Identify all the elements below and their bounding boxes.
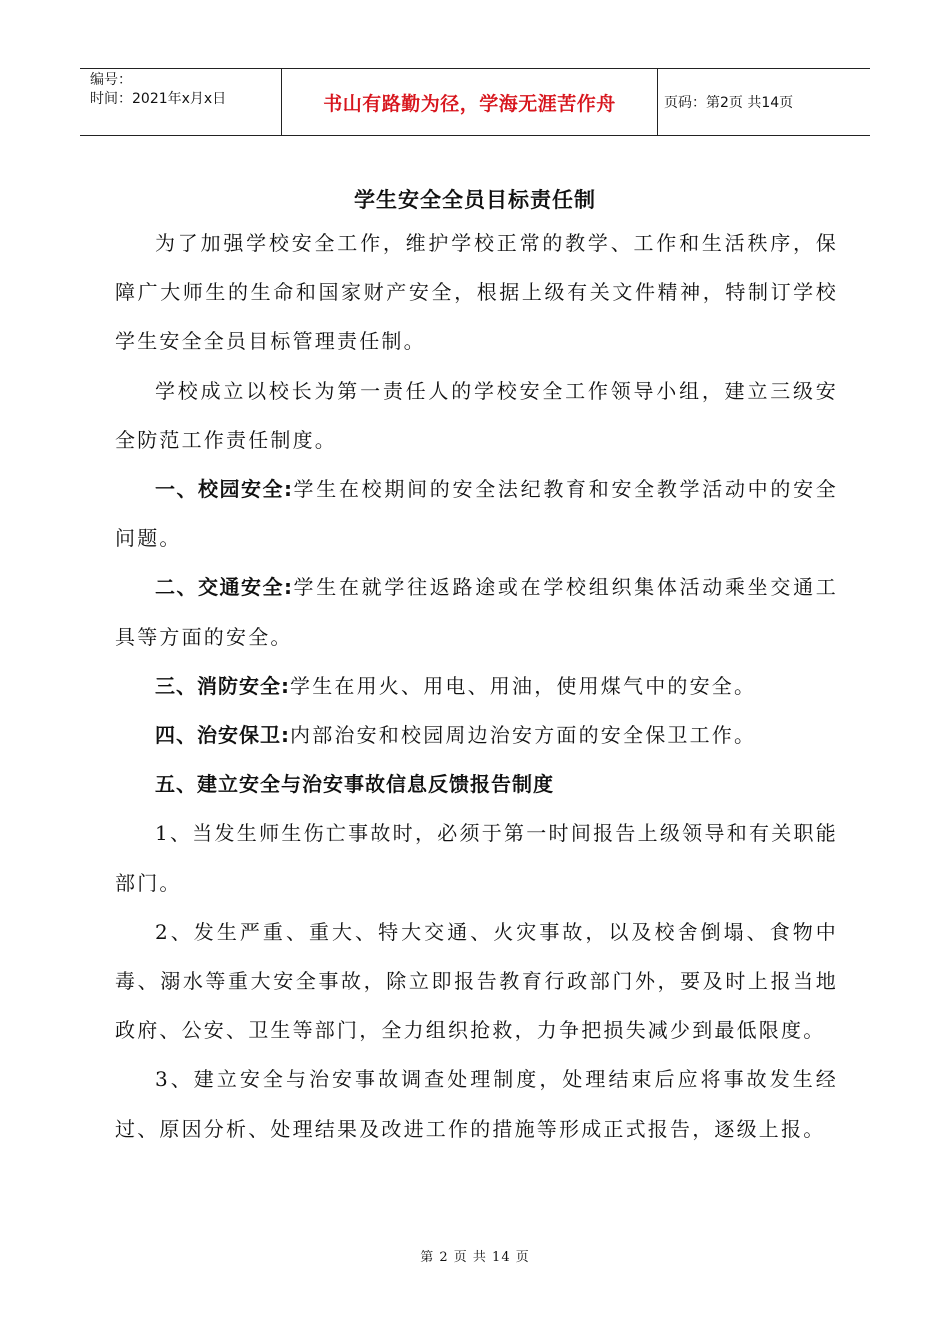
paragraph-item-3 — [115, 1055, 838, 1153]
paragraph-leadership — [115, 367, 838, 465]
paragraph-fire-safety — [115, 662, 838, 711]
page-footer: 第 2 页 共 14 页 — [420, 1250, 530, 1265]
header-page-info: 页码：第2页 共14页 — [664, 95, 794, 111]
document-header — [80, 68, 870, 136]
paragraph-intro — [115, 219, 838, 367]
paragraph-text: 学生在就学往返路途或在学校组织集体活动乘坐交通工具等方面的安全。 — [115, 575, 838, 649]
paragraph-text: 3、建立安全与治安事故调查处理制度，处理结束后应将事故发生经过、原因分析、处理结果及改进工作的措施等形成正式报告，逐级上报。 — [115, 1067, 838, 1141]
section-heading: 二、交通安全: — [155, 575, 294, 600]
paragraph-item-2 — [115, 908, 838, 1056]
paragraph-item-1 — [115, 809, 838, 907]
paragraph-reporting-heading — [115, 760, 838, 809]
header-motto: 书山有路勤为径，学海无涯苦作舟 — [282, 69, 658, 135]
paragraph-text: 学校成立以校长为第一责任人的学校安全工作领导小组，建立三级安全防范工作责任制度。 — [115, 378, 838, 452]
paragraph-text: 2、发生严重、重大、特大交通、火灾事故，以及校舍倒塌、食物中毒、溺水等重大安全事故，除立即报告教育行政部门外，要及时上报当地政府、公安、卫生等部门，全力组织抢救，力争把损失减少到最低限度。 — [115, 919, 838, 1043]
paragraph-text: 学生在校期间的安全法纪教育和安全教学活动中的安全问题。 — [115, 477, 838, 551]
paragraph-security — [115, 711, 838, 760]
paragraph-text: 为了加强学校安全工作，维护学校正常的教学、工作和生活秩序，保障广大师生的生命和国家财产安全，根据上级有关文件精神，特制订学校学生安全全员目标管理责任制。 — [115, 231, 838, 354]
document-time-label: 时间：2021年x月x日 — [90, 91, 227, 107]
section-heading: 四、治安保卫: — [155, 723, 290, 748]
document-body — [115, 219, 838, 1154]
paragraph-campus-safety — [115, 465, 838, 563]
section-heading: 三、消防安全: — [155, 673, 290, 698]
paragraph-text: 内部治安和校园周边治安方面的安全保卫工作。 — [290, 723, 757, 748]
section-heading: 五、建立安全与治安事故信息反馈报告制度 — [155, 772, 554, 797]
document-title: 学生安全全员目标责任制 — [354, 188, 596, 212]
paragraph-traffic-safety — [115, 563, 838, 661]
paragraph-text: 学生在用火、用电、用油，使用煤气中的安全。 — [290, 673, 757, 698]
section-heading: 一、校园安全: — [155, 477, 294, 502]
header-meta — [80, 69, 282, 135]
document-number-label: 编号： — [90, 72, 132, 88]
paragraph-text: 1、当发生师生伤亡事故时，必须于第一时间报告上级领导和有关职能部门。 — [115, 821, 838, 895]
